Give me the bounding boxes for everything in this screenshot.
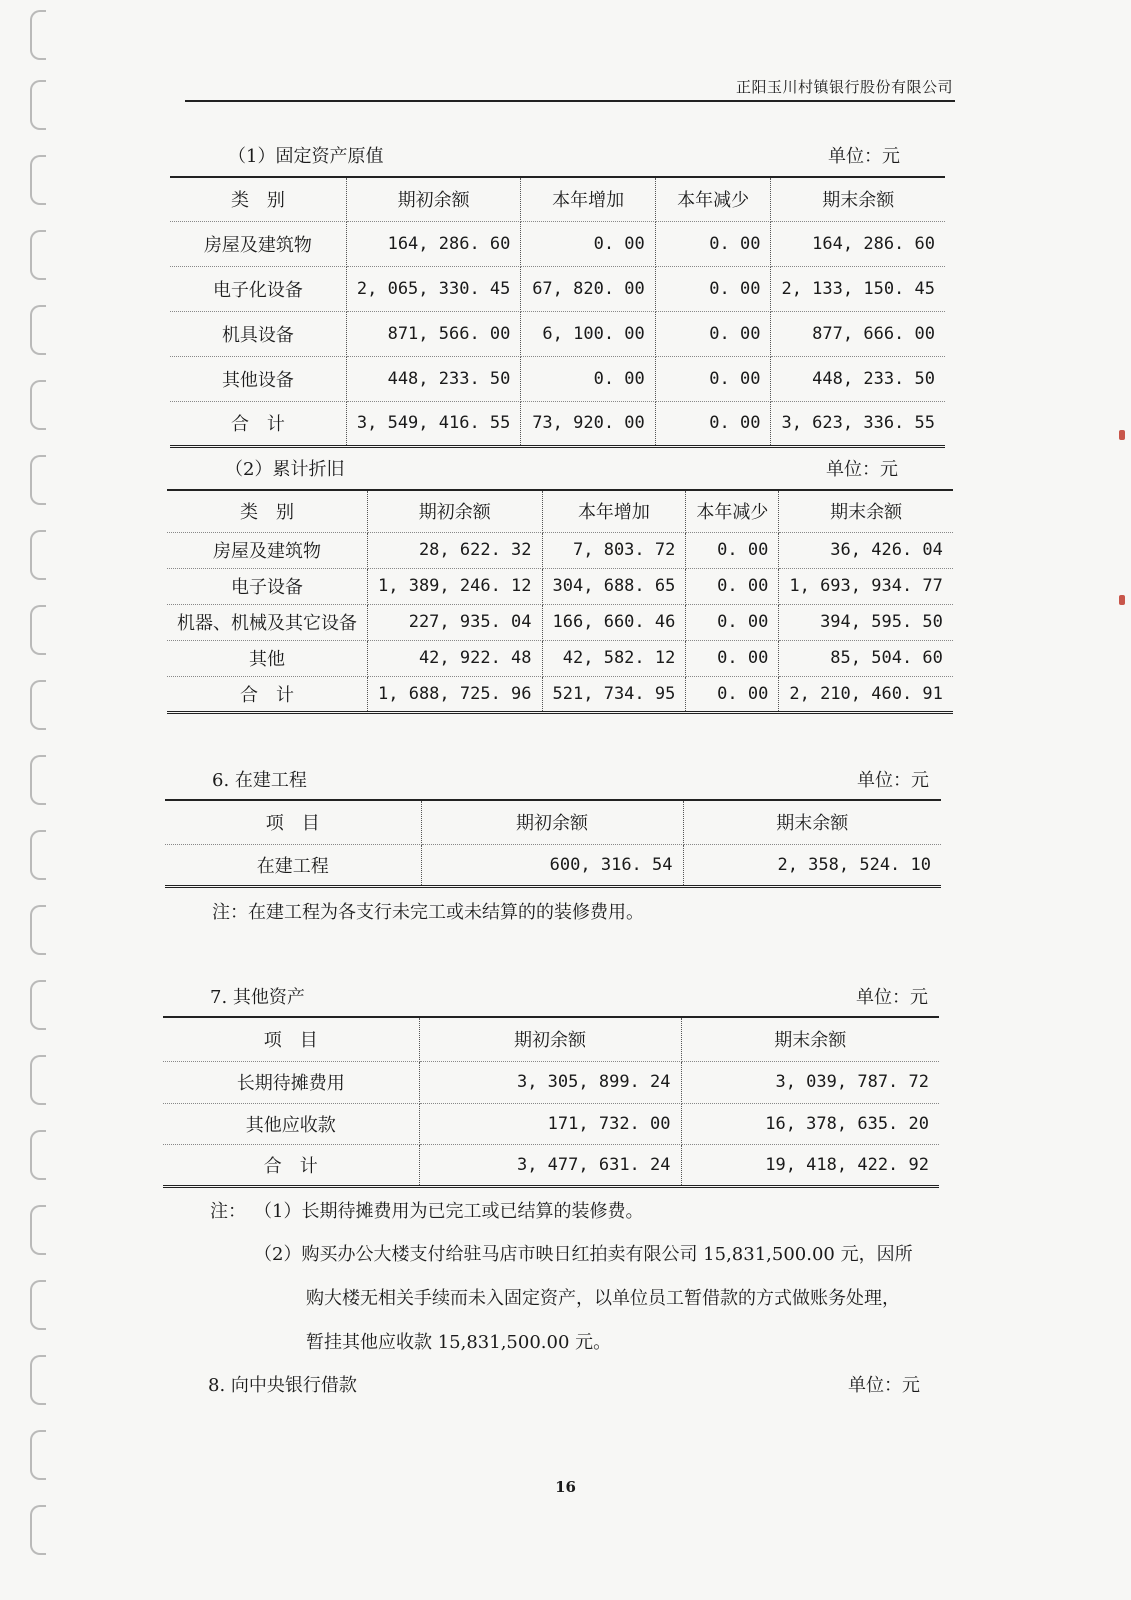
- company-header: 正阳玉川村镇银行股份有限公司: [735, 78, 953, 96]
- table-row: [163, 1103, 939, 1144]
- cell-value: 164, 286. 60: [346, 221, 521, 266]
- cell-value: 0. 00: [686, 532, 779, 568]
- cell-value: 521, 734. 95: [542, 676, 686, 712]
- col-header: 本年减少: [655, 177, 771, 221]
- cell-value: 0. 00: [521, 221, 655, 266]
- cell-value: 448, 233. 50: [771, 356, 945, 401]
- col-header: 本年增加: [521, 177, 655, 221]
- cell-value: 2, 065, 330. 45: [346, 266, 521, 311]
- binding-holes: [18, 0, 48, 1600]
- stamp-edge-mark: [1119, 430, 1125, 440]
- col-header: 期初余额: [421, 800, 683, 844]
- cell-value: 0. 00: [655, 401, 771, 446]
- row-label: 房屋及建筑物: [167, 532, 368, 568]
- other-assets-note-2-line-1: （2）购买办公大楼支付给驻马店市映日红拍卖有限公司 15,831,500.00 元，因所: [254, 1244, 913, 1265]
- header-rule: [185, 100, 955, 102]
- page-number: 16: [555, 1478, 576, 1496]
- cell-value: 0. 00: [655, 356, 771, 401]
- col-header: 项 目: [165, 800, 421, 844]
- cell-value: 0. 00: [686, 676, 779, 712]
- cell-value: 394, 595. 50: [779, 604, 953, 640]
- cell-value: 85, 504. 60: [779, 640, 953, 676]
- cell-value: 0. 00: [686, 640, 779, 676]
- section-title-depreciation: （2）累计折旧: [225, 459, 345, 480]
- other-assets-note-2-line-3: 暂挂其他应收款 15,831,500.00 元。: [306, 1332, 612, 1353]
- cell-value: 877, 666. 00: [771, 311, 945, 356]
- cell-value: 3, 039, 787. 72: [681, 1061, 939, 1103]
- section-title-fixed-assets: （1）固定资产原值: [228, 146, 384, 167]
- cell-value: 0. 00: [686, 604, 779, 640]
- cell-value: 0. 00: [686, 568, 779, 604]
- other-assets-note-2-line-2: 购大楼无相关手续而未入固定资产，以单位员工暂借款的方式做账务处理，: [306, 1288, 900, 1309]
- col-header: 类 别: [170, 177, 346, 221]
- section-title-construction: 6. 在建工程: [212, 770, 307, 791]
- table-row: [170, 311, 945, 356]
- cell-value: 227, 935. 04: [368, 604, 543, 640]
- unit-label: 单位：元: [826, 459, 898, 480]
- other-assets-table: [163, 1016, 939, 1188]
- table-total-row: [170, 401, 945, 446]
- table-row: [170, 221, 945, 266]
- table-row: [167, 640, 953, 676]
- section-title-central-bank: 8. 向中央银行借款: [208, 1375, 357, 1396]
- cell-value: 166, 660. 46: [542, 604, 686, 640]
- cell-value: 448, 233. 50: [346, 356, 521, 401]
- cell-value: 164, 286. 60: [771, 221, 945, 266]
- depreciation-table: [167, 489, 953, 714]
- construction-table: [165, 799, 941, 888]
- row-label: 电子化设备: [170, 266, 346, 311]
- row-label: 房屋及建筑物: [170, 221, 346, 266]
- cell-value: 3, 305, 899. 24: [419, 1061, 681, 1103]
- other-assets-note-1: （1）长期待摊费用为已完工或已结算的装修费。: [254, 1201, 644, 1222]
- col-header: 期末余额: [771, 177, 945, 221]
- cell-value: 7, 803. 72: [542, 532, 686, 568]
- table-total-row: [167, 676, 953, 712]
- cell-value: 0. 00: [655, 311, 771, 356]
- construction-note: 注：在建工程为各支行未完工或未结算的的装修费用。: [212, 902, 644, 923]
- col-header: 期末余额: [779, 490, 953, 532]
- cell-value: 0. 00: [655, 266, 771, 311]
- cell-value: 3, 477, 631. 24: [419, 1144, 681, 1186]
- col-header: 类 别: [167, 490, 368, 532]
- table-row: [167, 532, 953, 568]
- cell-value: 19, 418, 422. 92: [681, 1144, 939, 1186]
- cell-value: 67, 820. 00: [521, 266, 655, 311]
- col-header: 期初余额: [419, 1017, 681, 1061]
- cell-value: 3, 549, 416. 55: [346, 401, 521, 446]
- unit-label: 单位：元: [848, 1375, 920, 1396]
- table-row: [170, 356, 945, 401]
- unit-label: 单位：元: [856, 987, 928, 1008]
- row-label: 其他设备: [170, 356, 346, 401]
- row-label: 机器、机械及其它设备: [167, 604, 368, 640]
- cell-value: 1, 389, 246. 12: [368, 568, 543, 604]
- cell-value: 6, 100. 00: [521, 311, 655, 356]
- col-header: 期末余额: [683, 800, 941, 844]
- col-header: 本年减少: [686, 490, 779, 532]
- row-label: 电子设备: [167, 568, 368, 604]
- cell-value: 36, 426. 04: [779, 532, 953, 568]
- row-label: 合 计: [167, 676, 368, 712]
- col-header: 期初余额: [346, 177, 521, 221]
- other-assets-note-prefix: 注：: [210, 1201, 246, 1222]
- cell-value: 28, 622. 32: [368, 532, 543, 568]
- col-header: 期初余额: [368, 490, 543, 532]
- cell-value: 1, 693, 934. 77: [779, 568, 953, 604]
- table-total-row: [163, 1144, 939, 1186]
- cell-value: 2, 133, 150. 45: [771, 266, 945, 311]
- section-title-other-assets: 7. 其他资产: [210, 987, 305, 1008]
- fixed-assets-table: [170, 176, 945, 448]
- cell-value: 42, 922. 48: [368, 640, 543, 676]
- row-label: 其他应收款: [163, 1103, 419, 1144]
- row-label: 合 计: [163, 1144, 419, 1186]
- cell-value: 2, 358, 524. 10: [683, 844, 941, 886]
- cell-value: 16, 378, 635. 20: [681, 1103, 939, 1144]
- cell-value: 600, 316. 54: [421, 844, 683, 886]
- table-row: [167, 604, 953, 640]
- row-label: 在建工程: [165, 844, 421, 886]
- cell-value: 871, 566. 00: [346, 311, 521, 356]
- cell-value: 2, 210, 460. 91: [779, 676, 953, 712]
- row-label: 合 计: [170, 401, 346, 446]
- table-row: [163, 1061, 939, 1103]
- cell-value: 0. 00: [655, 221, 771, 266]
- col-header: 期末余额: [681, 1017, 939, 1061]
- col-header: 本年增加: [542, 490, 686, 532]
- table-row: [170, 266, 945, 311]
- cell-value: 304, 688. 65: [542, 568, 686, 604]
- cell-value: 3, 623, 336. 55: [771, 401, 945, 446]
- unit-label: 单位：元: [857, 770, 929, 791]
- cell-value: 42, 582. 12: [542, 640, 686, 676]
- row-label: 机具设备: [170, 311, 346, 356]
- unit-label: 单位：元: [828, 146, 900, 167]
- cell-value: 73, 920. 00: [521, 401, 655, 446]
- cell-value: 171, 732. 00: [419, 1103, 681, 1144]
- row-label: 长期待摊费用: [163, 1061, 419, 1103]
- cell-value: 1, 688, 725. 96: [368, 676, 543, 712]
- stamp-edge-mark: [1119, 595, 1125, 605]
- table-row: [165, 844, 941, 886]
- cell-value: 0. 00: [521, 356, 655, 401]
- table-row: [167, 568, 953, 604]
- col-header: 项 目: [163, 1017, 419, 1061]
- row-label: 其他: [167, 640, 368, 676]
